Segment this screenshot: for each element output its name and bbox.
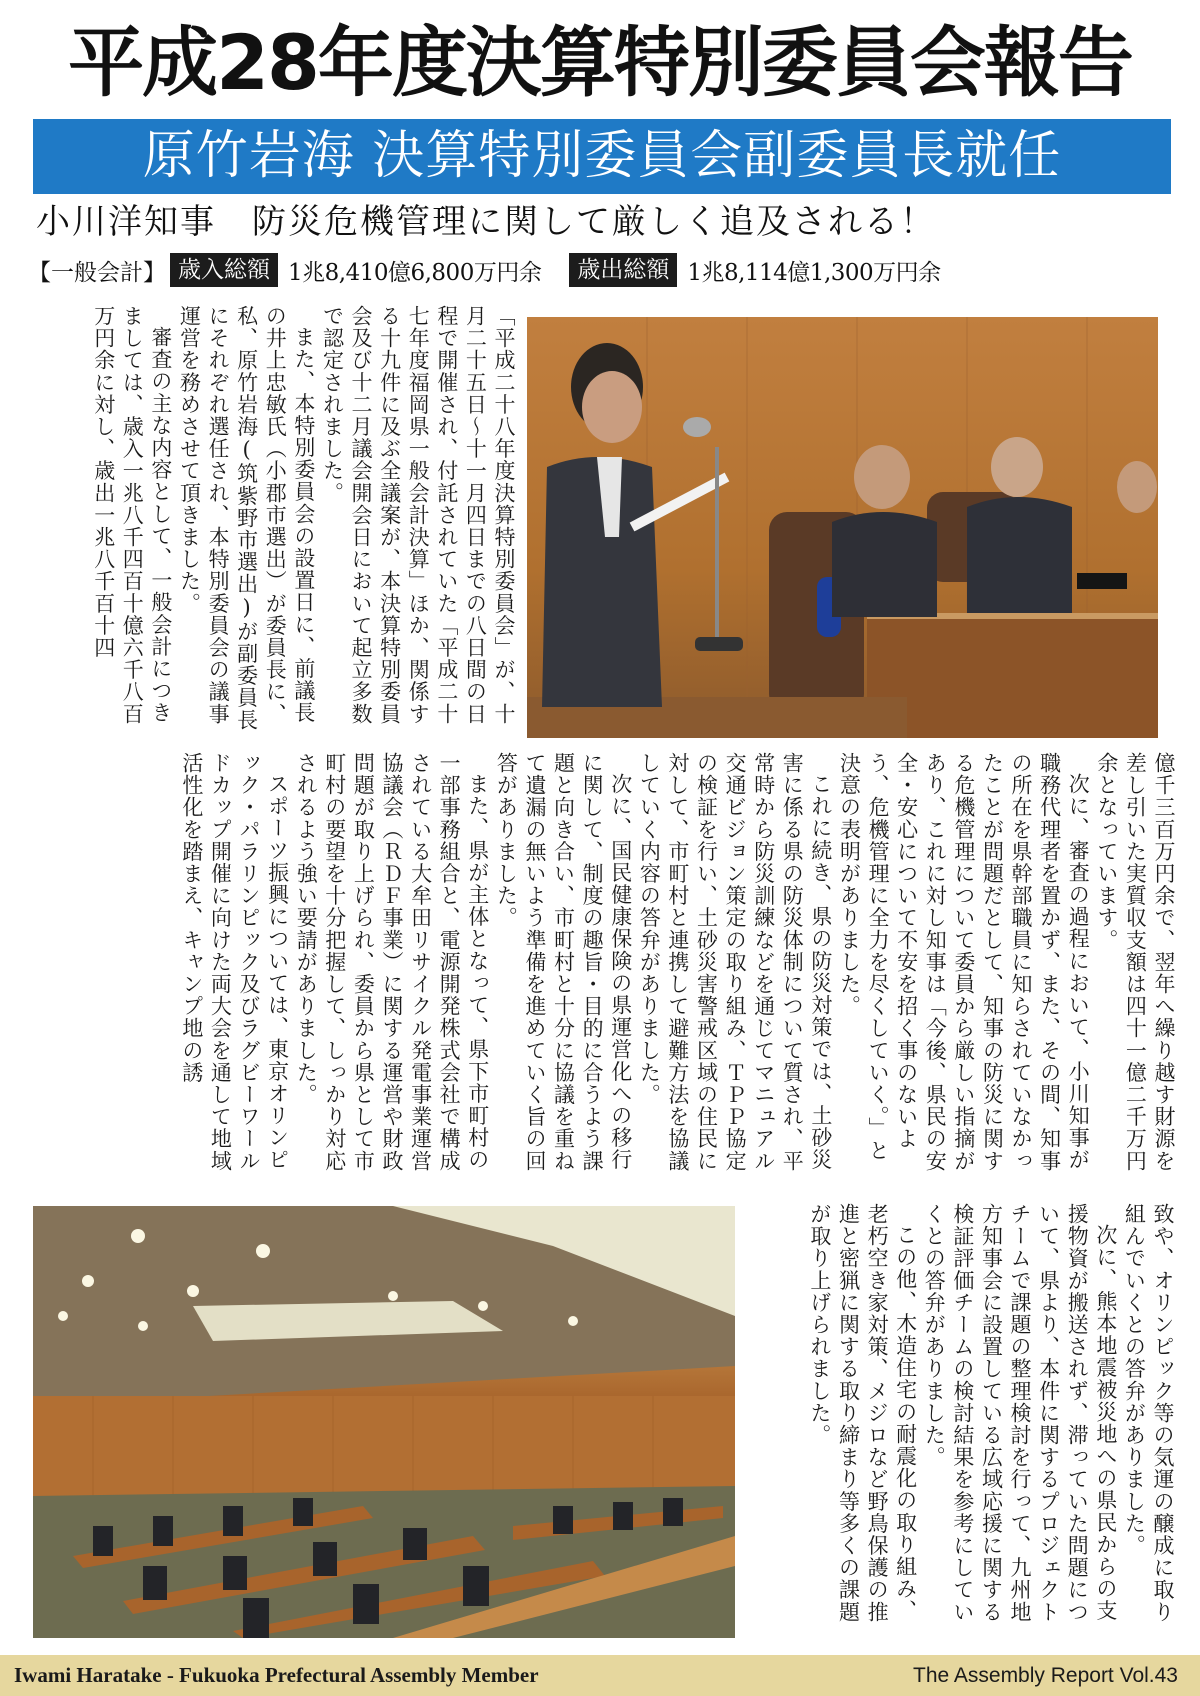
expenditure-label: 歳出総額 (569, 253, 677, 287)
subtitle: 小川洋知事 防災危機管理に関して厳しく追及される！ (36, 202, 936, 242)
headline-banner: 原竹岩海 決算特別委員会副委員長就任 (33, 119, 1171, 194)
revenue-label: 歳入総額 (170, 253, 278, 287)
footer-issue: The Assembly Report Vol.43 (913, 1663, 1178, 1687)
article-block-top (20, 305, 518, 737)
article-paragraph: 億千三百万円余で、翌年へ繰り越す財源を差し引いた実質収支額は四十一億二千万円余となっています。 (1094, 752, 1176, 1172)
article-paragraph: 致や、オリンピック等の気運の醸成に取り組んでいくとの答弁がありました。 (1122, 1203, 1175, 1623)
article-paragraph: また、県が主体となって、県下市町村の一部事務組合と、電源開発株式会社で構成されている大牟田リサイクル発電事業運営協議会（ＲＤＦ事業）に関する運営や財政問題が取り上げられ、委員から県として市町村の要望を十分把握して、しっかり対応されるよう強い要請がありました。 (294, 752, 490, 1172)
photo-committee-hall-icon (33, 1206, 735, 1638)
budget-summary (28, 253, 965, 287)
page-title: 平成28年度決算特別委員会報告 (68, 18, 1132, 107)
article-paragraph: また、本特別委員会の設置日に、前議長の井上忠敏氏（小郡市選出）が委員長に、私、原竹岩海(筑紫野市選出)が副委員長にそれぞれ選任され、本特別委員会の議事運営を務めさせて頂きました。 (177, 305, 316, 731)
photo-committee-hall (33, 1206, 735, 1638)
article-paragraph: 審査の主な内容として、一般会計につきましては、歳入一兆八千四百十億六千八百万円余に対し、歳出一兆八千百十四 (91, 305, 173, 725)
article-paragraph: この他、木造住宅の耐震化の取り組み、老朽空き家対策、メジロなど野鳥保護の推進と密猟に関する取り締まり等多くの課題が取り上げられました。 (807, 1203, 918, 1623)
photo-governor-speaking (527, 317, 1158, 738)
article-paragraph: 「平成二十八年度決算特別委員会」が、十月二十五日～十一月四日までの八日間の日程で開催され、付託されていた「平成二十七年度福岡県一般会計決算」ほか、関係する十九件に及ぶ全議案が、本決算特別委員会及び十二月議会開会日において起立多数で認定されました。 (320, 305, 516, 725)
revenue-amount: 1兆8,410億6,800万円余 (288, 259, 542, 286)
photo-governor-speaking-icon (527, 317, 1158, 738)
footer-author: Iwami Haratake - Fukuoka Prefectural Assembly Member (14, 1663, 539, 1687)
expenditure-amount: 1兆8,114億1,300万円余 (687, 259, 941, 286)
footer (0, 1655, 1200, 1696)
budget-category: 【一般会計】 (28, 259, 166, 286)
article-block-middle (22, 752, 1178, 1182)
article-paragraph: 次に、熊本地震被災地への県民からの支援物資が搬送されず、滞っていた問題について、県より、本件に関するプロジェクトチームで課題の整理検討を行って、九州地方知事会に設置している広域応援に関する検証評価チームの検討結果を参考にしていくとの答弁がありました。 (922, 1203, 1118, 1623)
article-paragraph: これに続き、県の防災対策では、土砂災害に係る県の防災体制について質され、平常時から防災訓練などを通じてマニュアル交通ビジョン策定の取り組み、ＴＰＰ協定の検証を行い、土砂災害警戒区域の住民に対して、市町村と連携して避難方法を協議していく内容の答弁がありました。 (637, 752, 833, 1172)
article-paragraph: スポーツ振興については、東京オリンピック・パラリンピック及びラグビーワールドカップ開催に向けた両大会を通して地域活性化を踏まえ、キャンプ地の誘 (179, 752, 290, 1172)
article-paragraph: 次に、国民健康保険の県運営化への移行に関して、制度の趣旨・目的に合うよう課題と向き合い、市町村と十分に協議を重ねて遺漏の無いよう準備を進めていく旨の回答がありました。 (494, 752, 633, 1172)
article-block-bottom-right (745, 1203, 1177, 1643)
article-paragraph: 次に、審査の過程において、小川知事が職務代理者を置かず、また、その間、知事の所在を県幹部職員に知らされていなかったことが問題だとして、知事の防災に関する危機管理について委員から厳しい指摘があり、これに対し知事は「今後、県民の安全・安心について不安を招く事のないよう、危機管理に全力を尽くしていく。」と決意の表明がありました。 (837, 752, 1091, 1172)
